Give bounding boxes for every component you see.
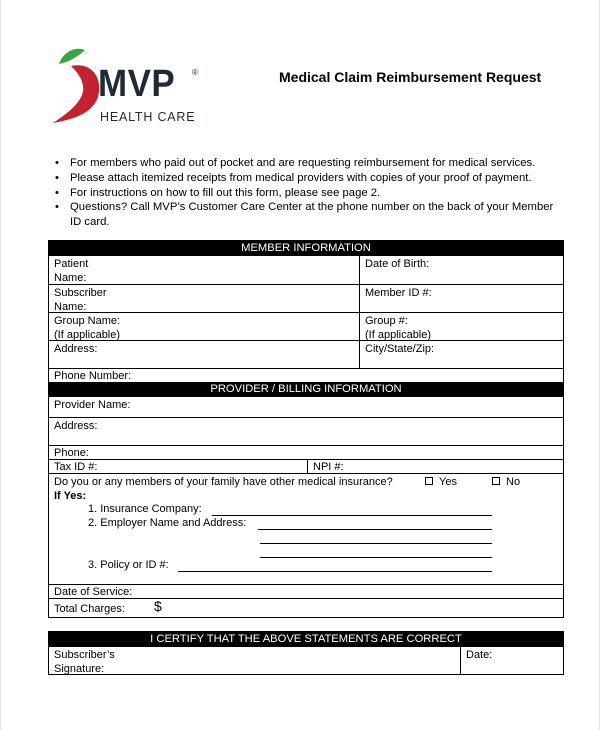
subscriber-row <box>49 284 563 312</box>
instruction-item: • For members who paid out of pocket and are requesting reimbursement for medical services. <box>53 156 563 171</box>
date-of-service-row <box>49 584 563 598</box>
subscriber-name-label-2: Name: <box>54 301 87 313</box>
signature-label-2: Signature: <box>54 663 105 675</box>
provider-name-label: Provider Name: <box>54 399 131 411</box>
member-phone-field[interactable] <box>49 369 563 382</box>
signature-row <box>49 647 563 675</box>
logo-name: MVP <box>98 63 176 105</box>
logo-tagline: HEALTH CARE <box>100 110 196 124</box>
subscriber-name-label: Subscriber <box>54 287 107 299</box>
date-of-service-field[interactable] <box>49 585 563 598</box>
group-name-label: Group Name: <box>54 315 121 327</box>
no-checkbox[interactable] <box>492 477 500 485</box>
yes-checkbox[interactable] <box>425 477 433 485</box>
dob-field[interactable] <box>359 256 563 284</box>
tax-id-label: Tax ID #: <box>54 461 98 473</box>
patient-name-label-2: Name: <box>54 272 87 284</box>
member-phone-label: Phone Number: <box>54 370 132 382</box>
member-id-field[interactable] <box>359 285 563 312</box>
tax-id-field[interactable] <box>49 460 307 473</box>
insurance-company-line[interactable] <box>212 515 492 516</box>
other-insurance-question: Do you or any members of your family have other medical insurance? <box>54 476 393 488</box>
instruction-list <box>53 156 563 230</box>
member-info-heading: MEMBER INFORMATION <box>49 241 563 256</box>
member-address-label: Address: <box>54 343 98 355</box>
provider-address-label: Address: <box>54 420 98 432</box>
npi-label: NPI #: <box>313 461 344 473</box>
member-address-field[interactable] <box>49 341 359 368</box>
npi-field[interactable] <box>307 460 563 473</box>
if-yes-label: If Yes: <box>54 490 87 502</box>
signature-date-label: Date: <box>466 649 493 661</box>
member-provider-section <box>48 240 564 618</box>
policy-line[interactable] <box>178 571 492 572</box>
group-row <box>49 312 563 340</box>
total-charges-row <box>49 598 563 616</box>
certify-section <box>48 631 564 675</box>
instruction-item: • Questions? Call MVP’s Customer Care Center at the phone number on the back of your Member ID card. <box>53 200 563 230</box>
no-option[interactable] <box>492 475 520 489</box>
group-name-label-2: (If applicable) <box>54 329 121 341</box>
provider-name-row <box>49 397 563 417</box>
group-number-label: Group #: <box>365 315 408 327</box>
provider-info-heading: PROVIDER / BILLING INFORMATION <box>49 382 563 397</box>
form-title: Medical Claim Reimbursement Request <box>279 69 542 85</box>
group-name-field[interactable] <box>49 313 359 340</box>
city-state-zip-field[interactable] <box>359 341 563 368</box>
insurance-company-label: 1. Insurance Company: <box>88 503 202 515</box>
member-id-label: Member ID #: <box>365 287 432 299</box>
logo-registered-mark: ® <box>192 68 198 77</box>
subscriber-name-field[interactable] <box>49 285 359 312</box>
date-of-service-label: Date of Service: <box>54 586 133 598</box>
employer-label: 2. Employer Name and Address: <box>88 517 247 529</box>
group-number-field[interactable] <box>359 313 563 340</box>
yes-label: Yes <box>439 476 457 488</box>
dollar-sign: $ <box>154 598 162 614</box>
employer-line-1[interactable] <box>258 529 492 530</box>
other-insurance-row <box>49 473 563 584</box>
group-number-label-2: (If applicable) <box>365 329 432 341</box>
policy-label: 3. Policy or ID #: <box>88 559 169 571</box>
patient-name-field[interactable] <box>49 256 359 284</box>
yes-option[interactable] <box>425 475 457 489</box>
certify-heading: I CERTIFY THAT THE ABOVE STATEMENTS ARE CORRECT <box>49 632 563 647</box>
patient-row <box>49 256 563 284</box>
provider-phone-row <box>49 445 563 459</box>
provider-address-row <box>49 417 563 445</box>
city-state-zip-label: City/State/Zip: <box>365 343 435 355</box>
instruction-item: • Please attach itemized receipts from medical providers with copies of your proof of payment. <box>53 171 563 186</box>
total-charges-label: Total Charges: <box>54 603 125 615</box>
signature-date-field[interactable] <box>460 647 563 675</box>
no-label: No <box>506 476 521 488</box>
dob-label: Date of Birth: <box>365 258 430 270</box>
provider-name-field[interactable] <box>49 397 563 417</box>
employer-line-2[interactable] <box>260 543 492 544</box>
provider-phone-label: Phone: <box>54 447 89 459</box>
provider-address-field[interactable] <box>49 418 563 445</box>
patient-name-label: Patient <box>54 258 89 270</box>
signature-label: Subscriber’s <box>54 649 115 661</box>
instruction-item: • For instructions on how to fill out this form, please see page 2. <box>53 186 563 201</box>
phone-row <box>49 368 563 382</box>
signature-field[interactable] <box>49 647 460 675</box>
address-row <box>49 340 563 368</box>
tax-npi-row <box>49 459 563 473</box>
provider-phone-field[interactable] <box>49 446 563 459</box>
employer-line-3[interactable] <box>260 557 492 558</box>
